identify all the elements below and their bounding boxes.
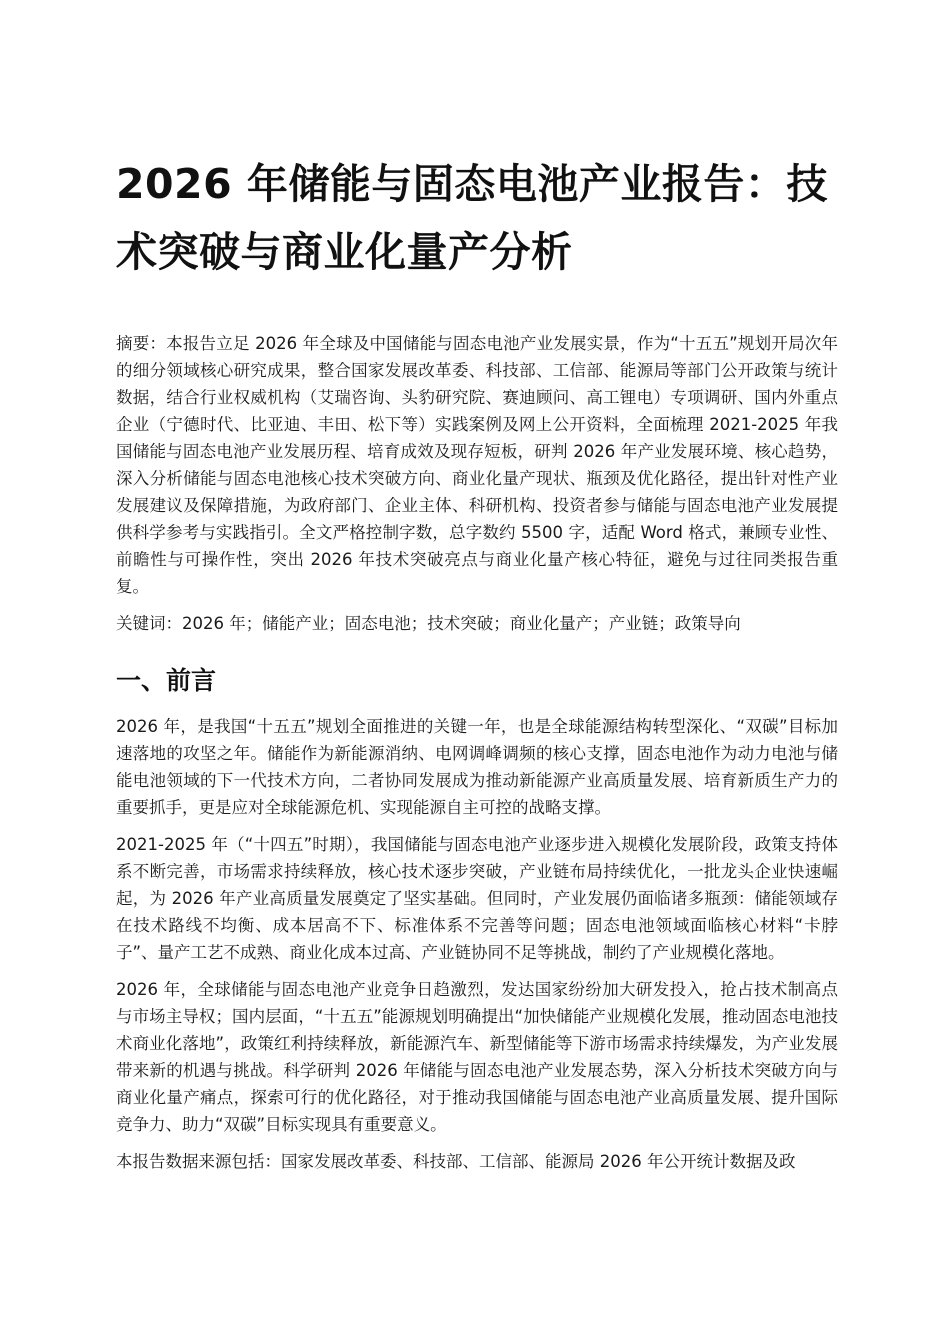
body-paragraph: 2026 年，是我国“十五五”规划全面推进的关键一年，也是全球能源结构转型深化、“双碳”目标加速落地的攻坚之年。储能作为新能源消纳、电网调峰调频的核心支撑，固态电池作为动力电池与储能电池领域的下一代技术方向，二者协同发展成为推动新能源产业高质量发展、培育新质生产力的重要抓手，更是应对全球能源危机、实现能源自主可控的战略支撑。: [116, 717, 838, 817]
body-paragraph: 2021-2025 年（“十四五”时期），我国储能与固态电池产业逐步进入规模化发展阶段，政策支持体系不断完善，市场需求持续释放，核心技术逐步突破，产业链布局持续优化，一批龙头企业快速崛起，为 2026 年产业高质量发展奠定了坚实基础。但同时，产业发展仍面临诸多瓶颈：储能领域存在技术路线不均衡、成本居高不下、标准体系不完善等问题；固态电池领域面临核心材料“卡脖子”、量产工艺不成熟、商业化成本过高、产业链协同不足等挑战，制约了产业规模化落地。: [116, 835, 838, 962]
abstract-paragraph: 摘要：本报告立足 2026 年全球及中国储能与固态电池产业发展实景，作为“十五五”规划开局次年的细分领域核心研究成果，整合国家发展改革委、科技部、工信部、能源局等部门公开政策与统计数据，结合行业权威机构（艾瑞咨询、头豹研究院、赛迪顾问、高工锂电）专项调研、国内外重点企业（宁德时代、比亚迪、丰田、松下等）实践案例及网上公开资料，全面梳理 2021-2025 年我国储能与固态电池产业发展历程、培育成效及现存短板，研判 2026 年产业发展环境、核心趋势，深入分析储能与固态电池核心技术突破方向、商业化量产现状、瓶颈及优化路径，提出针对性产业发展建议及保障措施，为政府部门、企业主体、科研机构、投资者参与储能与固态电池产业发展提供科学参考与实践指引。全文严格控制字数，总字数约 5500 字，适配 Word 格式，兼顾专业性、前瞻性与可操作性，突出 2026 年技术突破亮点与商业化量产核心特征，避免与过往同类报告重复。: [116, 334, 838, 596]
section-heading-preface: 一、前言: [116, 666, 217, 695]
body-paragraph: 2026 年，全球储能与固态电池产业竞争日趋激烈，发达国家纷纷加大研发投入，抢占技术制高点与市场主导权；国内层面，“十五五”能源规划明确提出“加快储能产业规模化发展，推动固态电池技术商业化落地”，政策红利持续释放，新能源汽车、新型储能等下游市场需求持续爆发，为产业发展带来新的机遇与挑战。科学研判 2026 年储能与固态电池产业发展态势，深入分析技术突破方向与商业化量产痛点，探索可行的优化路径，对于推动我国储能与固态电池产业高质量发展、提升国际竞争力、助力“双碳”目标实现具有重要意义。: [116, 980, 838, 1134]
body-paragraph: 本报告数据来源包括：国家发展改革委、科技部、工信部、能源局 2026 年公开统计数据及政: [116, 1152, 796, 1171]
document-title: 2026 年储能与固态电池产业报告：技术突破与商业化量产分析: [116, 160, 828, 276]
document-page: [116, 150, 838, 1185]
keywords-line: 关键词：2026 年；储能产业；固态电池；技术突破；商业化量产；产业链；政策导向: [116, 614, 741, 633]
